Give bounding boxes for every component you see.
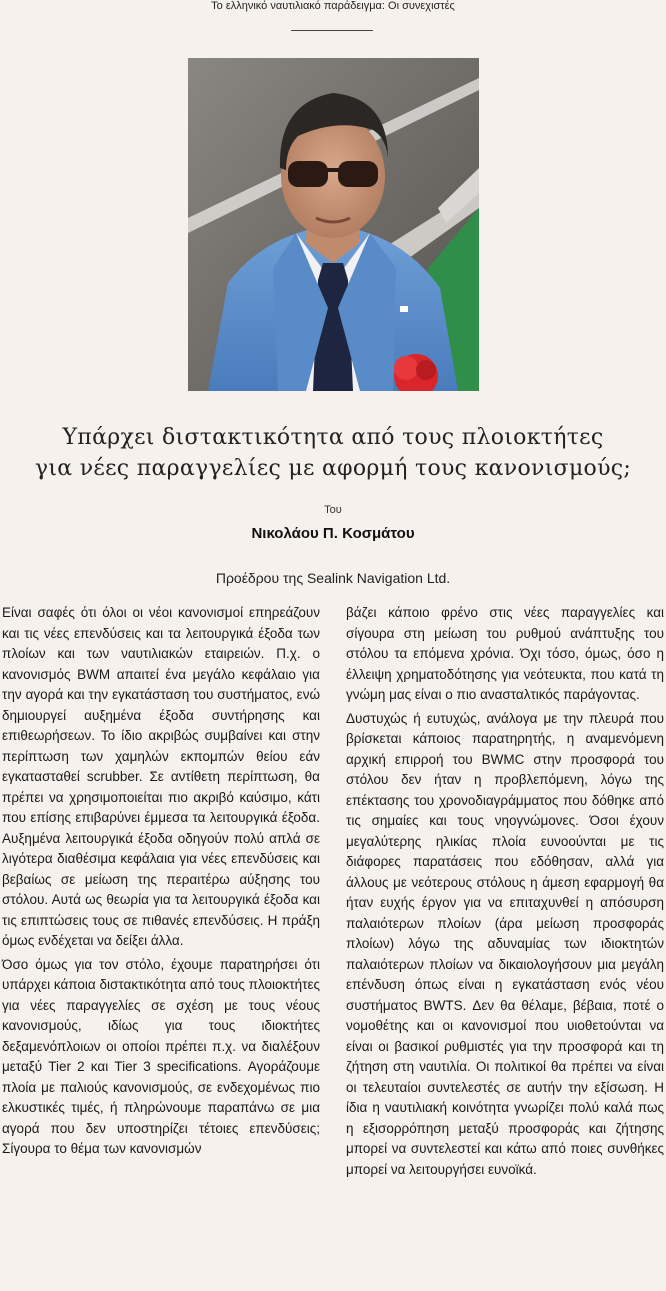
author-portrait xyxy=(188,58,479,391)
author-role: Προέδρου της Sealink Navigation Ltd. xyxy=(215,570,451,586)
body-paragraph: Όσο όμως για τον στόλο, έχουμε παρατηρήσει ότι υπάρχει κάποια διστακτικότητα από τους πλοιοκτήτες για νέες παραγγελίες σε σχέση με τους νέους κανονισμούς, ιδίως για τους ιδιοκτήτες δεξαμενόπλοιων οι οποίοι πρέπει π.χ. να διαλέξουν μεταξύ Tier 2 και Tier 3 specifications. Αγοράζουμε πλοία με παλιούς κανονισμούς, σε ενδεχομένως πιο ελκυστικές τιμές, ή πληρώνουμε παραπάνω σε μια αγορά που δεν υποστηρίζει τέτοιες επενδύσεις; Σίγουρα το θέμα των κανονισμών xyxy=(2,956,320,1156)
body-paragraph: Δυστυχώς ή ευτυχώς, ανάλογα με την πλευρά που βρίσκεται κάποιος παρατηρητής, η αναμενόμενη αρχική επιρροή του BWMC στην προσφορά του στόλου δεν ήταν η προβλεπόμενη, λόγω της επέκτασης του χρονοδιαγράμματος που δόθηκε από τις σημαίες και τους νηογνώμονες. Όσοι έχουν μεγαλύτερης ηλικίας πλοία ευνοούνται με τις διάφορες παρατάσεις που εδόθησαν, αλλά για άλλους με νεότερους στόλους η άμεση εφαρμογή θα ήταν ευχής έργον για να επιταχυνθεί η απόσυρση παλαιότερων πλοίων (άρα μείωση προσφοράς πλοίων) λόγω της αδυναμίας των ιδιοκτητών παλαιότερων πλοίων να δικαιολογήσουν μια μεγάλη επένδυση όπως είναι η εγκατάσταση ενός νέου συστήματος BWTS. Δεν θα θέλαμε, βέβαια, ποτέ ο νομοθέτης και οι κανονισμοί που υιοθετούνται να είναι οι βασικοί ρυθμιστές για την προσφορά και τη ζήτηση στη ναυτιλία. Οι πολιτικοί θα πρέπει να είναι οι τελευταίοι συντελεστές σε αυτήν την εξίσωση. Η ίδια η ναυτιλιακή κοινότητα γνωρίζει πολύ καλά πως η εξισορρόπηση μεταξύ προσφοράς και ζήτησης μπορεί να συντελεστεί και κάτω από ποιες συνθήκες μπορεί να λειτουργήσει ευνοϊκά. xyxy=(346,710,664,1177)
header-divider xyxy=(291,30,373,31)
byline-label: Του xyxy=(324,504,342,516)
portrait-photo-icon xyxy=(188,58,479,391)
article-title-line-2: για νέες παραγγελίες με αφορμή τους κανονισμούς; xyxy=(34,456,632,481)
body-column-left xyxy=(2,603,320,1160)
author-name: Νικολάου Π. Κοσμάτου xyxy=(251,525,415,542)
body-column-right xyxy=(346,603,664,1180)
article-title xyxy=(20,422,646,484)
article-title-line-1: Υπάρχει διστακτικότητα από τους πλοιοκτήτες xyxy=(62,425,604,450)
body-paragraph: Είναι σαφές ότι όλοι οι νέοι κανονισμοί επηρεάζουν και τις νέες επενδύσεις και τα λειτουργικά έξοδα των πλοίων και των ναυτιλιακών εταιρειών. Π.χ. ο κανονισμός BWM απαιτεί ένα μεγάλο κεφάλαιο για την αγορά και την εγκατάσταση του συστήματος, ενώ δημιουργεί αυξημένα έξοδα συντήρησης και επιθεωρήσεων. Το ίδιο ακριβώς συμβαίνει και στην περίπτωση των χαμηλών εκπομπών θείου εάν εγκατασταθεί scrubber. Σε αντίθετη περίπτωση, θα πρέπει να χρησιμοποιείται πιο ακριβό καύσιμο, κάτι που επίσης επιβαρύνει έμμεσα τα λειτουργικά έξοδα. Αυξημένα λειτουργικά έξοδα οδηγούν πολύ απλά σε λιγότερα διαθέσιμα κεφάλαια για νέες επενδύσεις και βεβαίως σε μείωση της περαιτέρω αύξησης του στόλου. Αυτά ως θεωρία για τα λειτουργικά έξοδα και τις επιπτώσεις τους σε πιθανές επενδύσεις. Η πράξη όμως ενδέχεται να δείξει άλλα. xyxy=(2,605,320,948)
body-paragraph: βάζει κάποιο φρένο στις νέες παραγγελίες και σίγουρα στη μείωση του ρυθμού ανάπτυξης του στόλου τα επόμενα χρόνια. Όχι τόσο, όμως, όσο η έλλειψη χρηματοδότησης για νεότευκτα, που κατά τη γνώμη μας είναι ο πιο ανασταλτικός παράγοντας. xyxy=(346,605,664,702)
running-header xyxy=(0,0,666,12)
running-title: Το ελληνικό ναυτιλιακό παράδειγμα: Οι συνεχιστές xyxy=(211,0,455,12)
